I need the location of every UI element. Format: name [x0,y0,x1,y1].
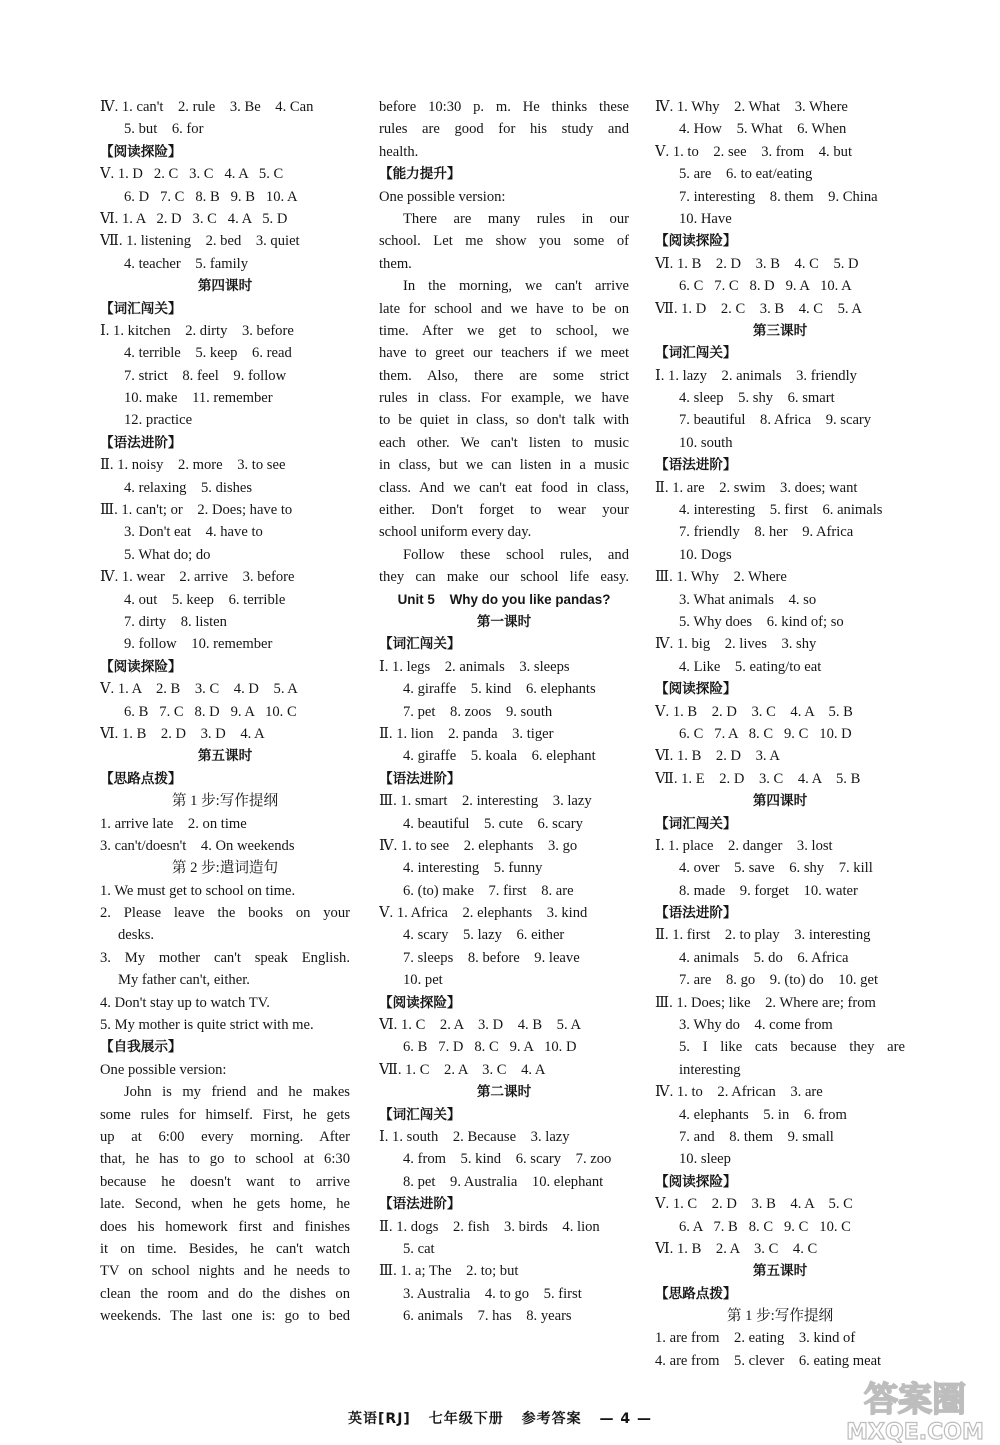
answer-line: Ⅵ. 1. B 2. A 3. C 4. C [655,1240,818,1257]
answer-line: Ⅰ. 1. kitchen 2. dirty 3. before [100,322,294,339]
answer-line: 2. Please leave the books on your [100,905,350,922]
answer-line: Ⅲ. 1. Does; like 2. Where are; from [655,994,876,1011]
answer-line: Ⅶ. 1. D 2. C 3. B 4. C 5. A [655,300,862,317]
answer-line: because he doesn't want to arrive [100,1173,350,1190]
answer-line: 3. Why do 4. come from [679,1017,833,1034]
answer-line: 4. teacher 5. family [124,255,248,272]
answer-line: 6. A 7. B 8. C 9. C 10. C [679,1218,851,1235]
answer-line: 1. are from 2. eating 3. kind of [655,1330,856,1347]
answer-line: 10. make 11. remember [124,390,273,407]
lesson-heading: 第四课时 [197,278,253,295]
answer-line: 7. sleeps 8. before 9. leave [403,949,580,966]
answer-line: Ⅲ. 1. smart 2. interesting 3. lazy [379,793,592,810]
lesson-heading: 第二课时 [476,1084,532,1101]
answer-line: There are many rules in our [403,210,629,227]
section-heading: 【词汇闯关】 [379,636,461,653]
answer-line: rules are good for his study and [379,121,629,138]
page-number: — 4 — [599,1411,652,1427]
answer-line: Ⅵ. 1. C 2. A 3. D 4. B 5. A [379,1017,581,1034]
answer-line: each other. We can't listen to music [379,434,629,451]
answer-line: rules in class. For example, we have [379,390,629,407]
answer-line: Ⅰ. 1. south 2. Because 3. lazy [379,1128,570,1145]
answer-line: 10. pet [403,972,443,989]
answer-line: 10. Dogs [679,546,732,563]
answer-line: 5. but 6. for [124,121,204,138]
section-heading: 【自我展示】 [100,1039,182,1056]
answer-line: Ⅱ. 1. first 2. to play 3. interesting [655,927,871,944]
answer-line: 6. D 7. C 8. B 9. B 10. A [124,188,298,205]
answer-line: 5. What do; do [124,546,211,563]
answer-line: either. Don't forget to wear your [379,502,629,519]
section-heading: 【语法进阶】 [655,905,737,922]
answer-line: Ⅱ. 1. noisy 2. more 3. to see [100,457,286,474]
answer-line: they can make our school life easy. [379,569,629,586]
answer-line: 6. C 7. A 8. C 9. C 10. D [679,725,852,742]
answer-line: in class, but we can listen in a music [379,457,629,474]
answer-line: 8. pet 9. Australia 10. elephant [403,1173,604,1190]
answer-line: One possible version: [379,188,506,205]
answer-line: Ⅰ. 1. place 2. danger 3. lost [655,837,833,854]
footer-grade: 七年级下册 [428,1411,504,1427]
answer-line: 4. sleep 5. shy 6. smart [679,390,835,407]
answer-line: 3. What animals 4. so [679,591,817,608]
answer-line: 4. beautiful 5. cute 6. scary [403,815,583,832]
answer-line: 6. (to) make 7. first 8. are [403,882,574,899]
answer-line: school uniform every day. [379,524,532,541]
answer-line: Ⅲ. 1. Why 2. Where [655,569,787,586]
answer-line: Ⅴ. 1. to 2. see 3. from 4. but [655,143,852,160]
answer-line: weekends. The last one is: go to bed [100,1308,350,1325]
answer-line: 7. and 8. them 9. small [679,1128,834,1145]
answer-line: that, he has to go to school at 6:30 [100,1151,350,1168]
answer-line: Ⅱ. 1. dogs 2. fish 3. birds 4. lion [379,1218,600,1235]
section-heading: 【语法进阶】 [655,457,737,474]
answer-line: 1. We must get to school on time. [100,882,296,899]
answer-line: Ⅶ. 1. listening 2. bed 3. quiet [100,233,300,250]
answer-line: 4. animals 5. do 6. Africa [679,949,849,966]
answer-line: 4. How 5. What 6. When [679,121,847,138]
answer-line: 6. B 7. C 8. D 9. A 10. C [124,703,297,720]
answer-line: late for school and we have to be on [379,300,629,317]
answer-line: 4. scary 5. lazy 6. either [403,927,565,944]
answer-line: 4. from 5. kind 6. scary 7. zoo [403,1151,612,1168]
answer-line: 7. strict 8. feel 9. follow [124,367,287,384]
section-heading: 【能力提升】 [379,166,461,183]
answer-line: 7. pet 8. zoos 9. south [403,703,553,720]
answer-line: does his homework first and finishes [100,1218,350,1235]
answer-line: class. And we can't eat food in class, [379,479,629,496]
answer-line: 4. interesting 5. funny [403,860,543,877]
lesson-heading: 第 1 步:写作提纲 [171,793,279,810]
answer-line: it on time. Besides, he can't watch [100,1240,350,1257]
section-heading: 【阅读探险】 [100,143,182,160]
answer-line: Ⅵ. 1. A 2. D 3. C 4. A 5. D [100,210,288,227]
lesson-heading: 第 1 步:写作提纲 [726,1308,834,1325]
answer-line: 10. sleep [679,1151,731,1168]
answer-line: Ⅴ. 1. C 2. D 3. B 4. A 5. C [655,1196,853,1213]
answer-line: up at 6:00 every morning. After [100,1128,350,1145]
answer-line: 3. Don't eat 4. have to [124,524,263,541]
answer-line: Ⅶ. 1. C 2. A 3. C 4. A [379,1061,546,1078]
answer-line: 4. terrible 5. keep 6. read [124,345,292,362]
answer-line: 3. My mother can't speak English. [100,949,350,966]
answer-line: Ⅰ. 1. lazy 2. animals 3. friendly [655,367,857,384]
answer-line: health. [379,143,419,160]
answer-line: 4. giraffe 5. koala 6. elephant [403,748,596,765]
answer-line: interesting [679,1061,741,1078]
answer-line: Ⅳ. 1. big 2. lives 3. shy [655,636,817,653]
answer-line: Ⅵ. 1. B 2. D 3. B 4. C 5. D [655,255,859,272]
svg-text:答案圈: 答案圈 [864,1380,966,1420]
answer-line: 10. south [679,434,733,451]
answer-line: have to greet our teachers if we meet [379,345,629,362]
answer-line: clean the room and do the dishes on [100,1285,350,1302]
lesson-heading: 第五课时 [752,1263,808,1280]
lesson-heading: 第五课时 [197,748,253,765]
section-heading: 【词汇闯关】 [655,345,737,362]
lesson-heading: 第三课时 [752,322,808,339]
answer-line: Ⅶ. 1. E 2. D 3. C 4. A 5. B [655,770,861,787]
section-heading: 【阅读探险】 [379,994,461,1011]
section-heading: 【阅读探险】 [100,658,182,675]
answer-line: them. [379,255,412,272]
section-heading: 【词汇闯关】 [655,815,737,832]
unit-title: Unit 5 Why do you like pandas? [397,591,611,607]
answer-line: some rules for himself. First, he gets [100,1106,350,1123]
answer-line: late. Second, when he gets home, he [100,1196,350,1213]
answer-line: 4. relaxing 5. dishes [124,479,253,496]
section-heading: 【阅读探险】 [655,681,737,698]
answer-line: 5. cat [403,1240,435,1257]
answer-line: Ⅱ. 1. lion 2. panda 3. tiger [379,725,554,742]
answer-line: to be quiet in class, so don't talk with [379,412,629,429]
answer-line: Ⅲ. 1. can't; or 2. Does; have to [100,502,293,519]
answer-line: before 10:30 p. m. He thinks these [379,99,629,115]
answer-line: Ⅵ. 1. B 2. D 3. D 4. A [100,725,265,742]
section-heading: 【阅读探险】 [655,233,737,250]
answer-line: Ⅵ. 1. B 2. D 3. A [655,748,780,765]
answer-line: Ⅱ. 1. are 2. swim 3. does; want [655,479,858,496]
answer-line: John is my friend and he makes [124,1084,350,1101]
answer-column-2 [379,96,629,1327]
answer-line: 5. I like cats because they are [679,1039,905,1056]
answer-line: Follow these school rules, and [403,546,629,563]
answer-line: time. After we get to school, we [379,322,629,339]
answer-line: 6. C 7. C 8. D 9. A 10. A [679,278,852,295]
answer-line: Ⅴ. 1. B 2. D 3. C 4. A 5. B [655,703,853,720]
section-heading: 【词汇闯关】 [100,300,182,317]
answer-line: 5. Why does 6. kind of; so [679,613,844,630]
answer-line: 8. made 9. forget 10. water [679,882,858,899]
watermark-logo [830,1375,1000,1445]
answer-line: In the morning, we can't arrive [403,278,629,295]
answer-line: 10. Have [679,210,732,227]
answer-line: 5. are 6. to eat/eating [679,166,813,183]
lesson-heading: 第四课时 [752,793,808,810]
answer-line: 7. beautiful 8. Africa 9. scary [679,412,872,429]
answer-line: Ⅳ. 1. to see 2. elephants 3. go [379,837,578,854]
footer-subject: 英语[RJ] [348,1411,411,1427]
answer-line: TV on school nights and he needs to [100,1263,350,1280]
answer-line: 1. arrive late 2. on time [100,815,247,832]
answer-line: school. Let me show you some of [379,233,629,250]
answer-line: My father can't, either. [118,972,250,989]
answer-line: 5. My mother is quite strict with me. [100,1017,314,1034]
answer-line: 4. interesting 5. first 6. animals [679,502,883,519]
answer-line: Ⅰ. 1. legs 2. animals 3. sleeps [379,658,570,675]
answer-line: Ⅴ. 1. D 2. C 3. C 4. A 5. C [100,166,284,183]
answer-line: Ⅳ. 1. wear 2. arrive 3. before [100,569,295,586]
answer-column-1 [100,96,350,1327]
section-heading: 【语法进阶】 [379,1196,461,1213]
section-heading: 【思路点拨】 [100,770,182,787]
answer-line: 3. Australia 4. to go 5. first [403,1285,582,1302]
lesson-heading: 第 2 步:遣词造句 [171,860,279,877]
section-heading: 【阅读探险】 [655,1173,737,1190]
answer-line: 7. are 8. go 9. (to) do 10. get [679,972,879,989]
answer-line: 3. can't/doesn't 4. On weekends [100,837,295,854]
footer-label: 参考答案 [521,1411,582,1427]
answer-line: 7. dirty 8. listen [124,613,227,630]
answer-line: 4. over 5. save 6. shy 7. kill [679,860,873,877]
answer-line: 9. follow 10. remember [124,636,273,653]
section-heading: 【词汇闯关】 [379,1106,461,1123]
lesson-heading: 第一课时 [476,613,532,630]
answer-line: One possible version: [100,1061,227,1078]
svg-text:MXQE.COM: MXQE.COM [846,1420,984,1445]
answer-column-3 [655,96,905,1372]
section-heading: 【语法进阶】 [379,770,461,787]
answer-line: 4. giraffe 5. kind 6. elephants [403,681,596,698]
answer-line: 6. animals 7. has 8. years [403,1308,572,1325]
answer-line: Ⅲ. 1. a; The 2. to; but [379,1263,519,1280]
answer-line: 4. out 5. keep 6. terrible [124,591,286,608]
answer-line: Ⅳ. 1. can't 2. rule 3. Be 4. Can [100,99,314,115]
answer-line: Ⅴ. 1. A 2. B 3. C 4. D 5. A [100,681,298,698]
answer-line: them. Also, there are some strict [379,367,629,384]
answer-line: 4. are from 5. clever 6. eating meat [655,1352,882,1369]
section-heading: 【思路点拨】 [655,1285,737,1302]
answer-line: 4. elephants 5. in 6. from [679,1106,847,1123]
answer-line: 7. interesting 8. them 9. China [679,188,878,205]
answer-line: 12. practice [124,412,193,429]
answer-line: 6. B 7. D 8. C 9. A 10. D [403,1039,577,1056]
answer-line: Ⅳ. 1. Why 2. What 3. Where [655,99,848,115]
answer-line: Ⅴ. 1. Africa 2. elephants 3. kind [379,905,588,922]
answer-line: 4. Don't stay up to watch TV. [100,994,270,1011]
answer-line: 4. Like 5. eating/to eat [679,658,822,675]
section-heading: 【语法进阶】 [100,434,182,451]
answer-line: 7. friendly 8. her 9. Africa [679,524,854,541]
answer-line: desks. [118,927,155,944]
answer-line: Ⅳ. 1. to 2. African 3. are [655,1084,823,1101]
